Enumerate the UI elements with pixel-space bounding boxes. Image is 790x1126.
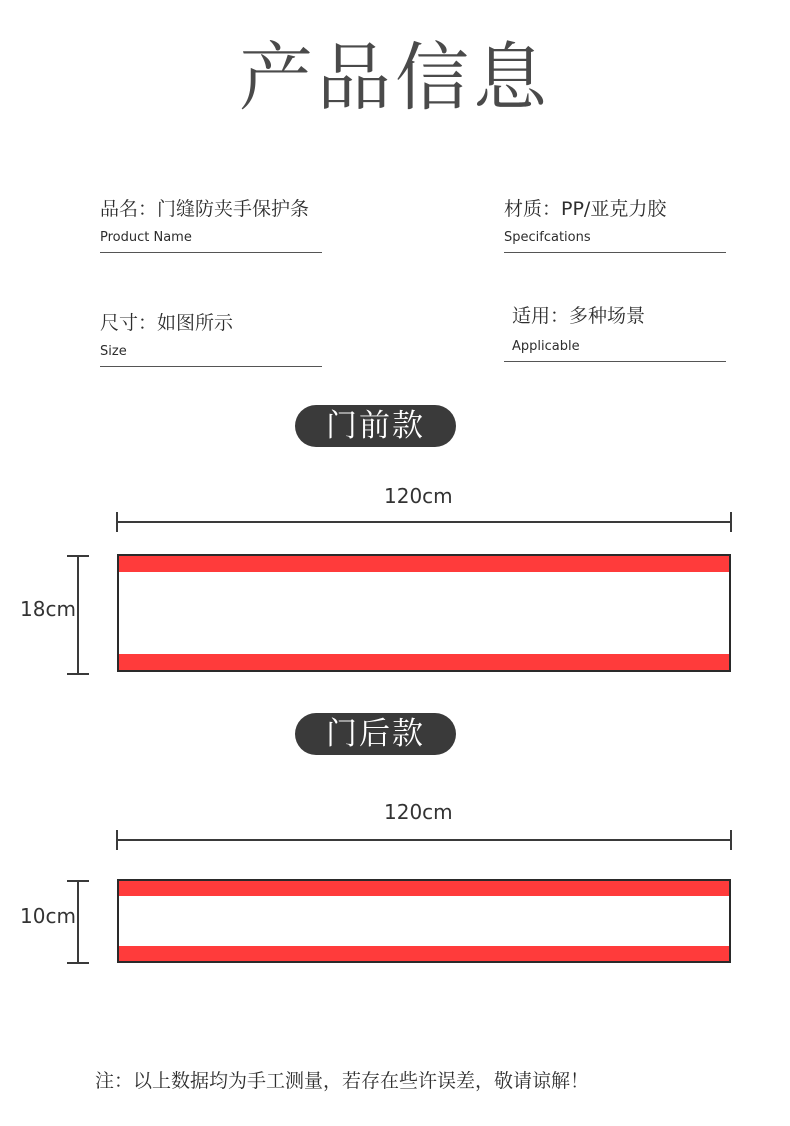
back-width-label: 120cm: [384, 800, 453, 824]
size-underline: [100, 366, 322, 367]
material-underline: [504, 252, 726, 253]
material-label: Specifcations: [504, 230, 591, 245]
applicable-field: [504, 303, 726, 362]
product-name-label: Product Name: [100, 230, 192, 245]
size-value: 尺寸：如图所示: [100, 312, 234, 334]
front-width-tick-left: [116, 512, 118, 532]
back-strip-top-band: [119, 881, 729, 896]
page-title: 产品信息: [239, 35, 551, 121]
applicable-underline: [504, 361, 726, 362]
product-name-value: 品名：门缝防夹手保护条: [100, 198, 310, 220]
product-name-underline: [100, 252, 322, 253]
back-height-tick-top: [67, 880, 89, 882]
back-width-line: [116, 839, 732, 841]
size-label: Size: [100, 344, 127, 359]
back-strip-diagram: [117, 879, 731, 963]
back-height-tick-bottom: [67, 962, 89, 964]
front-style-badge: 门前款: [295, 405, 456, 447]
front-width-label: 120cm: [384, 484, 453, 508]
back-style-badge: 门后款: [295, 713, 456, 755]
front-height-tick-top: [67, 555, 89, 557]
back-strip-bottom-band: [119, 946, 729, 961]
front-height-line: [77, 555, 79, 675]
back-width-tick-right: [730, 830, 732, 850]
back-width-tick-left: [116, 830, 118, 850]
front-strip-bottom-band: [119, 654, 729, 670]
material-value: 材质：PP/亚克力胶: [504, 198, 667, 220]
front-width-line: [116, 521, 732, 523]
front-strip-diagram: [117, 554, 731, 672]
front-height-label: 18cm: [20, 597, 76, 621]
applicable-label: Applicable: [512, 339, 580, 354]
back-height-label: 10cm: [20, 904, 76, 928]
applicable-value: 适用：多种场景: [512, 305, 646, 327]
size-field: [100, 310, 322, 367]
front-strip-top-band: [119, 556, 729, 572]
back-height-line: [77, 880, 79, 964]
product-name-field: [100, 196, 322, 253]
front-height-tick-bottom: [67, 673, 89, 675]
measurement-note: 注：以上数据均为手工测量，若存在些许误差，敬请谅解！: [95, 1070, 590, 1092]
front-width-tick-right: [730, 512, 732, 532]
material-field: [504, 196, 726, 253]
